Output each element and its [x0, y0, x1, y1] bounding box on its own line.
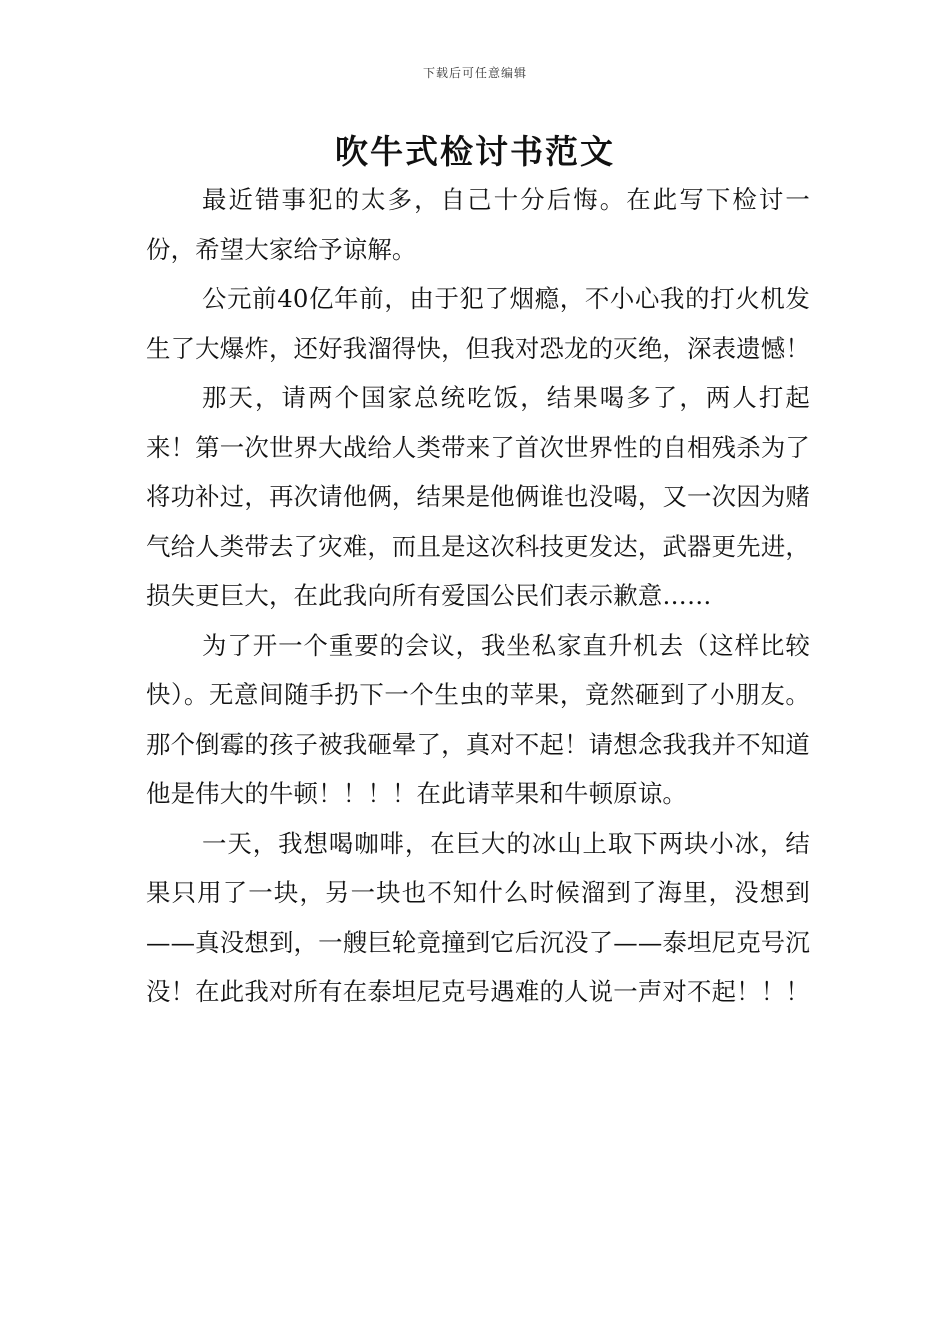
header-note: 下载后可任意编辑 — [422, 66, 527, 80]
paragraph-5: 一天，我想喝咖啡，在巨大的冰山上取下两块小冰，结果只用了一块，另一块也不知什么时候溜到了海里，没想到——真没想到，一艘巨轮竟撞到它后沉没了——泰坦尼克号沉没！在此我对所有在泰坦尼克号遇难的人说一声对不起！！！ — [146, 828, 810, 1006]
paragraph-1: 最近错事犯的太多，自己十分后悔。在此写下检讨一份，希望大家给予谅解。 — [146, 185, 810, 264]
paragraph-2: 公元前40亿年前，由于犯了烟瘾，不小心我的打火机发生了大爆炸，还好我溜得快，但我对恐龙的灭绝，深表遗憾！ — [146, 284, 810, 363]
paragraph-3: 那天，请两个国家总统吃饭，结果喝多了，两人打起来！第一次世界大战给人类带来了首次世界性的自相残杀为了将功补过，再次请他俩，结果是他俩谁也没喝，又一次因为赌气给人类带去了灾难，而且是这次科技更发达，武器更先进，损失更巨大，在此我向所有爱国公民们表示歉意…… — [146, 383, 810, 610]
document-title: 吹牛式检讨书范文 — [335, 132, 615, 171]
document-body — [146, 175, 810, 1017]
paragraph-4: 为了开一个重要的会议，我坐私家直升机去（这样比较快）。无意间随手扔下一个生虫的苹果，竟然砸到了小朋友。那个倒霉的孩子被我砸晕了，真对不起！请想念我我并不知道他是伟大的牛顿！！！！在此请苹果和牛顿原谅。 — [146, 630, 810, 808]
